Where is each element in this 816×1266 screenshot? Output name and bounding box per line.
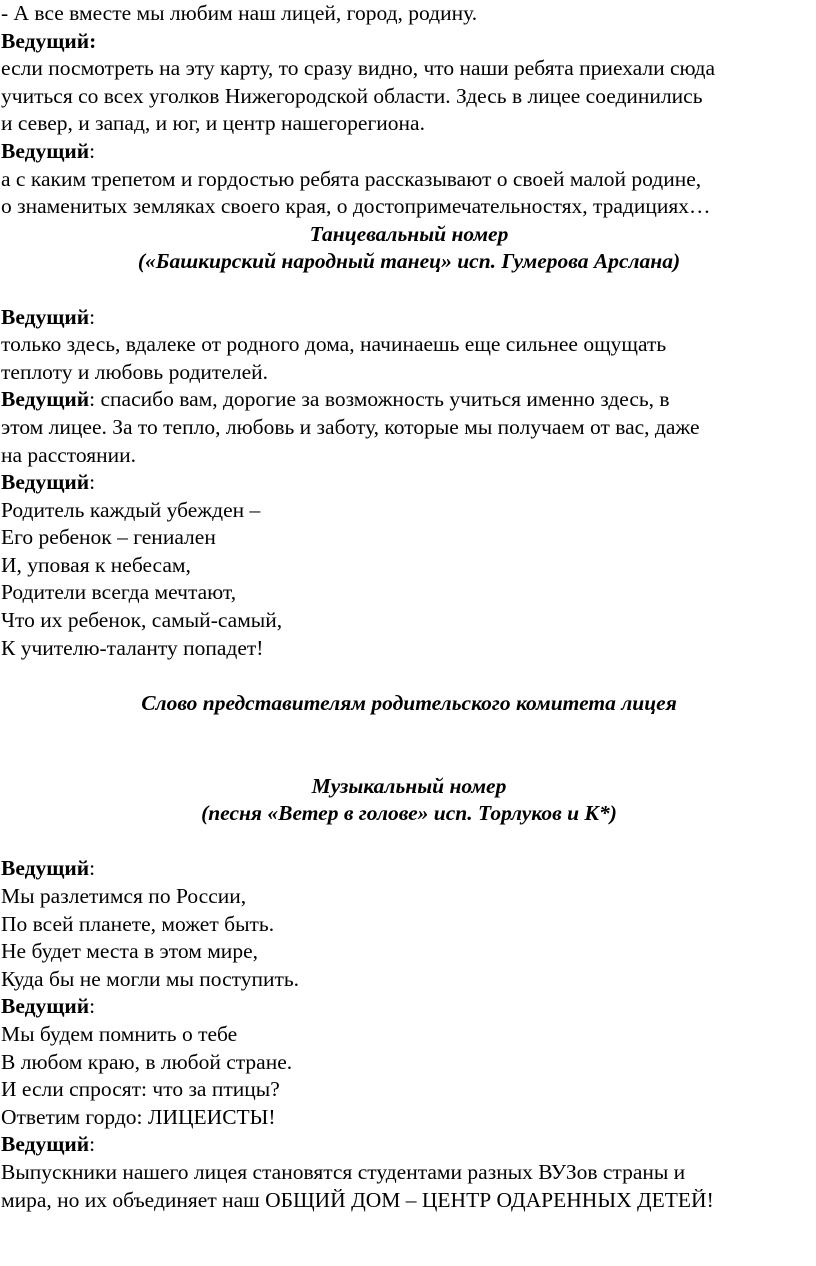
poem-line: Его ребенок – гениален xyxy=(1,525,216,550)
text-line: теплоту и любовь родителей. xyxy=(1,359,268,384)
text-line: этом лицее. За то тепло, любовь и заботу, которые мы получаем от вас, даже xyxy=(1,414,700,439)
performance-title: Музыкальный номер xyxy=(311,773,507,798)
poem-line: Куда бы не могли мы поступить. xyxy=(1,966,300,991)
poem-line: Не будет места в этом мире, xyxy=(1,939,258,964)
text-line: и север, и запад, и юг, и центр нашегорегиона. xyxy=(1,111,425,136)
poem-line: Родитель каждый убежден – xyxy=(1,497,261,522)
speaker-line xyxy=(1,469,816,497)
blank-line xyxy=(1,717,816,772)
poem-line: Ответим гордо: ЛИЦЕИСТЫ! xyxy=(1,1104,276,1129)
speaker-colon: : xyxy=(89,138,96,163)
text-line: на расстоянии. xyxy=(1,442,137,467)
speaker-line xyxy=(1,28,816,56)
speaker-colon: : xyxy=(89,994,96,1019)
speaker-label: Ведущий xyxy=(1,138,90,163)
speaker-line xyxy=(1,1131,816,1159)
poem-line: Родители всегда мечтают, xyxy=(1,580,237,605)
speaker-label: Ведущий xyxy=(1,387,90,412)
poem-line: И если спросят: что за птицы? xyxy=(1,1077,280,1102)
poem-line: В любом краю, в любой стране. xyxy=(1,1049,293,1074)
speaker-line xyxy=(1,304,816,332)
poem-line: Мы разлетимся по России, xyxy=(1,884,247,908)
text-line: только здесь, вдалеке от родного дома, начинаешь еще сильнее ощущать xyxy=(1,332,667,357)
poem-line: Мы будем помнить о тебе xyxy=(1,1021,238,1046)
speaker-text: : спасибо вам, дорогие за возможность учиться именно здесь, в xyxy=(89,387,670,412)
speaker-label: Ведущий xyxy=(1,994,90,1019)
poem-line: К учителю-таланту попадет! xyxy=(1,635,264,660)
text-line: если посмотреть на эту карту, то сразу видно, что наши ребята приехали сюда xyxy=(1,56,716,81)
speaker-colon: : xyxy=(89,1132,96,1157)
poem-line: И, уповая к небесам, xyxy=(1,552,191,577)
speaker-colon: : xyxy=(89,304,96,329)
speaker-colon: : xyxy=(89,470,96,495)
text-line: учиться со всех уголков Нижегородской области. Здесь в лицее соединились xyxy=(1,83,703,108)
speaker-colon: : xyxy=(89,28,97,53)
text-line: о знаменитых земляках своего края, о достопримечательностях, традициях… xyxy=(1,194,711,219)
speaker-line xyxy=(1,138,816,166)
speaker-line xyxy=(1,993,816,1021)
performance-subtitle: (песня «Ветер в голове» исп. Торлуков и К*) xyxy=(201,801,617,826)
performance-subtitle: («Башкирский народный танец» исп. Гумерова Арслана) xyxy=(137,249,681,274)
poem-line: По всей планете, может быть. xyxy=(1,911,275,936)
speaker-line xyxy=(1,855,816,883)
speaker-colon: : xyxy=(89,856,96,881)
text-line: а с каким трепетом и гордостью ребята рассказывают о своей малой родине, xyxy=(1,166,702,191)
blank-line xyxy=(1,662,816,690)
performance-title: Танцевальный номер xyxy=(309,221,509,246)
section-heading: Слово представителям родительского комитета лицея xyxy=(141,690,677,715)
speaker-label: Ведущий xyxy=(1,304,90,329)
blank-line xyxy=(1,276,816,304)
speaker-label: Ведущий xyxy=(1,856,90,881)
poem-line: Что их ребенок, самый-самый, xyxy=(1,608,283,633)
speaker-label: Ведущий xyxy=(1,470,90,495)
text-line: - А все вместе мы любим наш лицей, город, родину. xyxy=(1,1,478,25)
text-line: мира, но их объединяет наш ОБЩИЙ ДОМ – ЦЕНТР ОДАРЕННЫХ ДЕТЕЙ! xyxy=(1,1187,714,1212)
speaker-line xyxy=(1,386,816,414)
text-line: Выпускники нашего лицея становятся студентами разных ВУЗов страны и xyxy=(1,1159,686,1184)
speaker-label: Ведущий xyxy=(1,28,90,53)
blank-line xyxy=(1,828,816,856)
speaker-label: Ведущий xyxy=(1,1132,90,1157)
